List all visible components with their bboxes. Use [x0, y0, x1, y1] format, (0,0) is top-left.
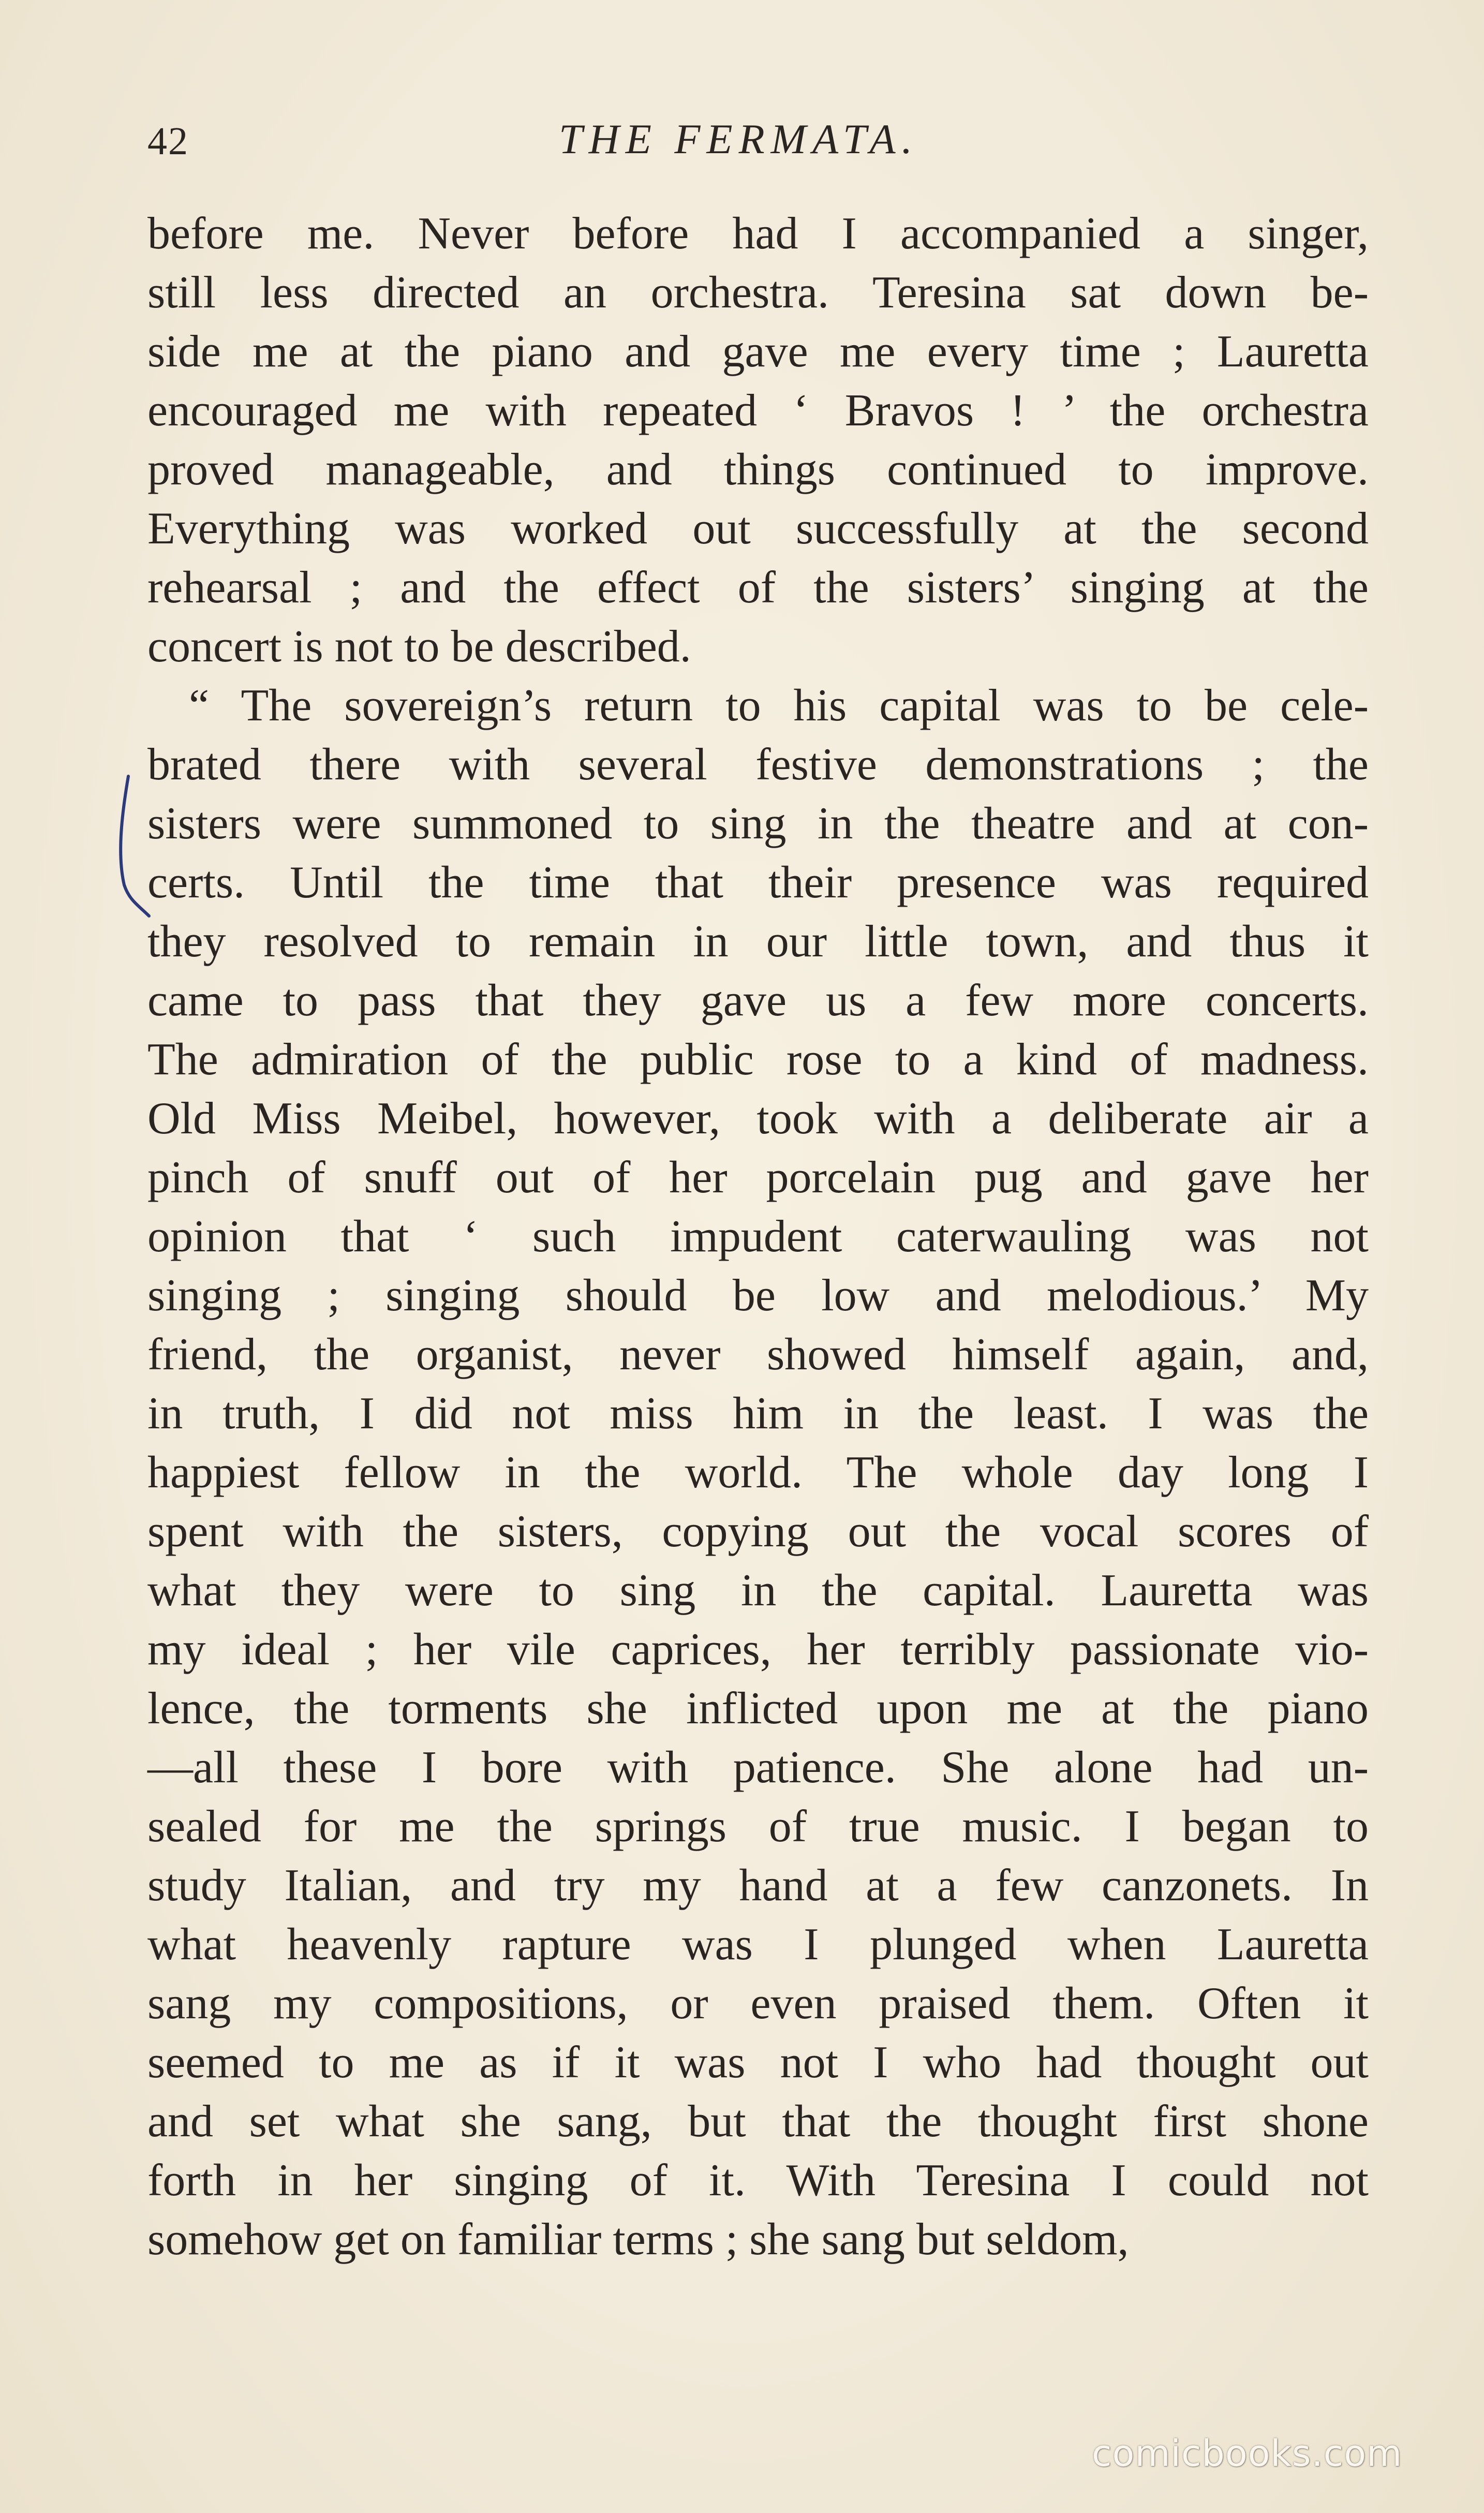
- text-line: The admiration of the public rose to a kind of madness.: [147, 1034, 1369, 1085]
- text-line: side me at the piano and gave me every time ; Lauretta: [147, 327, 1369, 377]
- page-number: 42: [147, 120, 189, 163]
- text-line: Everything was worked out successfully at the second: [147, 504, 1369, 554]
- body-text: [147, 204, 1369, 2269]
- text-line: sisters were summoned to sing in the theatre and at con-: [147, 799, 1369, 849]
- text-line: proved manageable, and things continued to improve.: [147, 445, 1369, 495]
- running-head: [147, 104, 1369, 181]
- text-line: and set what she sang, but that the thought first shone: [147, 2096, 1369, 2147]
- text-line: sealed for me the springs of true music. I began to: [147, 1801, 1369, 1852]
- watermark: comicbooks.com: [1092, 2432, 1403, 2475]
- text-line: study Italian, and try my hand at a few canzonets. In: [147, 1860, 1369, 1911]
- text-line: seemed to me as if it was not I who had thought out: [147, 2037, 1369, 2088]
- text-line: sang my compositions, or even praised them. Often it: [147, 1978, 1369, 2029]
- text-line: somehow get on familiar terms ; she sang but seldom,: [147, 2214, 1129, 2265]
- text-line: “ The sovereign’s return to his capital was to be cele-: [189, 681, 1369, 731]
- text-line: concert is not to be described.: [147, 622, 691, 672]
- text-line: pinch of snuff out of her porcelain pug and gave her: [147, 1152, 1369, 1203]
- text-line: what they were to sing in the capital. Lauretta was: [147, 1565, 1369, 1616]
- text-line: happiest fellow in the world. The whole day long I: [147, 1447, 1369, 1498]
- text-line: still less directed an orchestra. Teresina sat down be-: [147, 268, 1369, 318]
- text-line: before me. Never before had I accompanied a singer,: [147, 209, 1369, 259]
- text-line: my ideal ; her vile caprices, her terribly passionate vio-: [147, 1624, 1369, 1675]
- text-line: Old Miss Meibel, however, took with a deliberate air a: [147, 1093, 1369, 1144]
- text-line: forth in her singing of it. With Teresina I could not: [147, 2155, 1369, 2206]
- text-line: brated there with several festive demonstrations ; the: [147, 740, 1369, 790]
- text-line: spent with the sisters, copying out the vocal scores of: [147, 1506, 1369, 1557]
- text-line: in truth, I did not miss him in the least. I was the: [147, 1388, 1369, 1439]
- text-line: encouraged me with repeated ‘ Bravos ! ’ the orchestra: [147, 386, 1369, 436]
- text-line: came to pass that they gave us a few more concerts.: [147, 975, 1369, 1026]
- text-line: opinion that ‘ such impudent caterwauling was not: [147, 1211, 1369, 1262]
- text-line: what heavenly rapture was I plunged when Lauretta: [147, 1919, 1369, 1970]
- text-line: they resolved to remain in our little town, and thus it: [147, 916, 1369, 967]
- text-line: friend, the organist, never showed himself again, and,: [147, 1329, 1369, 1380]
- running-title: THE FERMATA.: [559, 115, 919, 162]
- text-line: —all these I bore with patience. She alone had un-: [147, 1742, 1369, 1793]
- text-line: singing ; singing should be low and melodious.’ My: [147, 1270, 1369, 1321]
- text-line: lence, the torments she inflicted upon me at the piano: [147, 1683, 1369, 1734]
- text-line: certs. Until the time that their presence was required: [147, 858, 1369, 908]
- text-line: rehearsal ; and the effect of the sisters’ singing at the: [147, 563, 1369, 613]
